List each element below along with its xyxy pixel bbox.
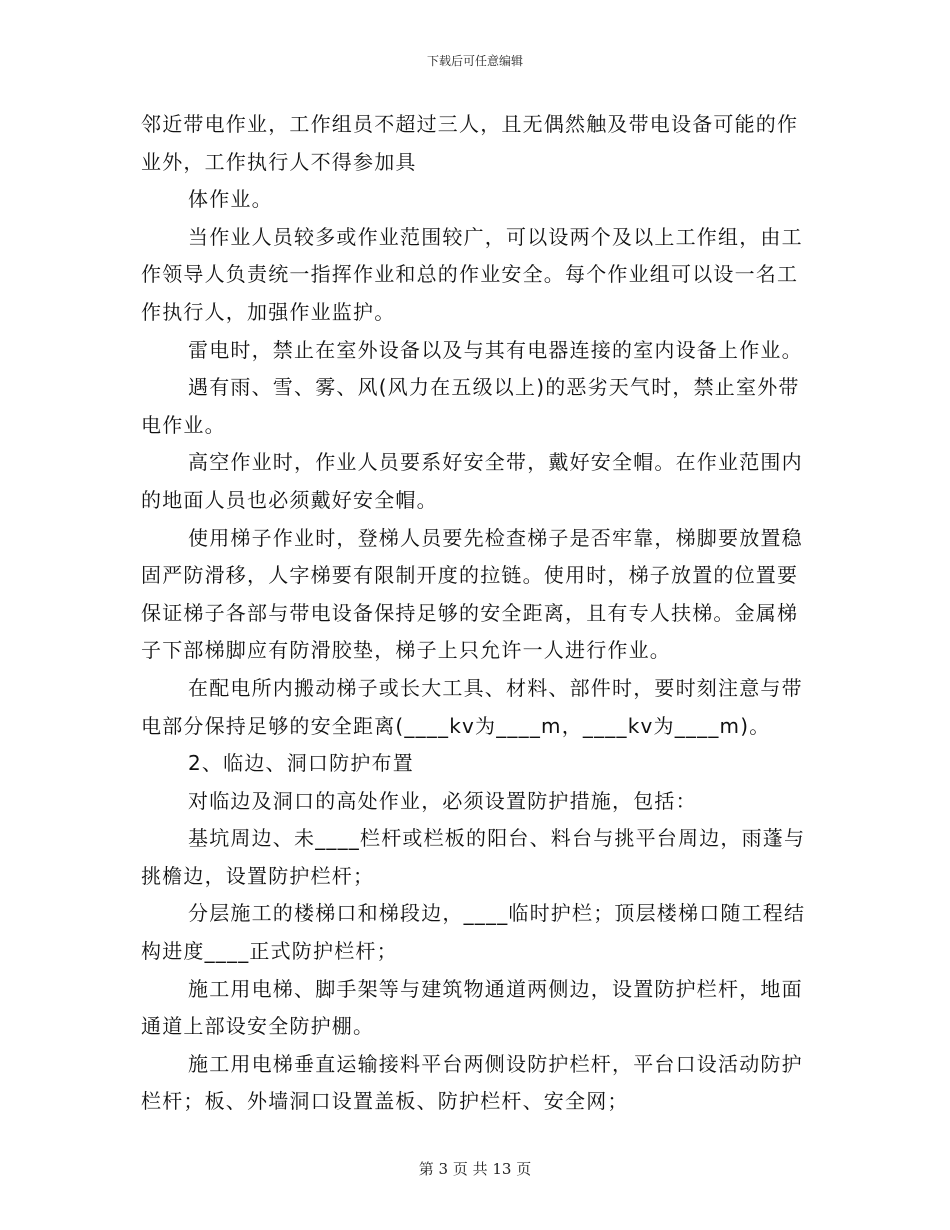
- page-header-note: 下载后可任意编辑: [426, 54, 523, 68]
- section-heading: 2、临边、洞口防护布置: [188, 751, 414, 776]
- paragraph-4: 雷电时，禁止在室外设备以及与其有电器连接的室内设备上作业。: [188, 337, 803, 362]
- page-number-footer: 第 3 页 共 13 页: [418, 1160, 532, 1178]
- paragraph-7: 使用梯子作业时，登梯人员要先检查梯子是否牢靠，梯脚要放置稳固严防滑移，人字梯要有限制开度的拉链。使用时，梯子放置的位置要保证梯子各部与带电设备保持足够的安全距离，且有专人扶梯。金属梯子下部梯脚应有防滑胶垫，梯子上只允许一人进行作业。: [141, 525, 803, 663]
- document-body: [141, 106, 809, 1121]
- paragraph-10: 对临边及洞口的高处作业，必须设置防护措施，包括：: [188, 788, 697, 813]
- paragraph-11: 基坑周边、未____栏杆或栏板的阳台、料台与挑平台周边，雨蓬与挑檐边，设置防护栏杆；: [141, 826, 806, 888]
- paragraph-13: 施工用电梯、脚手架等与建筑物通道两侧边，设置防护栏杆，地面通道上部设安全防护棚。: [141, 976, 803, 1039]
- paragraph-12: 分层施工的楼梯口和梯段边，____临时护栏；顶层楼梯口随工程结构进度____正式防护栏杆；: [141, 901, 806, 964]
- paragraph-5: 遇有雨、雪、雾、风(风力在五级以上)的恶劣天气时，禁止室外带电作业。: [141, 375, 800, 437]
- paragraph-2: 体作业。: [188, 187, 273, 212]
- paragraph-1: 邻近带电作业，工作组员不超过三人，且无偶然触及带电设备可能的作业外，工作执行人不得参加具: [141, 112, 799, 174]
- paragraph-8: 在配电所内搬动梯子或长大工具、材料、部件时，要时刻注意与带电部分保持足够的安全距离(____kv为____m，____kv为____m)。: [141, 675, 803, 738]
- paragraph-6: 高空作业时，作业人员要系好安全带，戴好安全帽。在作业范围内的地面人员也必须戴好安全帽。: [141, 450, 803, 512]
- paragraph-14: 施工用电梯垂直运输接料平台两侧设防护栏杆，平台口设活动防护栏杆；板、外墙洞口设置盖板、防护栏杆、安全网；: [141, 1051, 803, 1114]
- paragraph-3: 当作业人员较多或作业范围较广，可以设两个及以上工作组，由工作领导人负责统一指挥作业和总的作业安全。每个作业组可以设一名工作执行人，加强作业监护。: [141, 224, 803, 324]
